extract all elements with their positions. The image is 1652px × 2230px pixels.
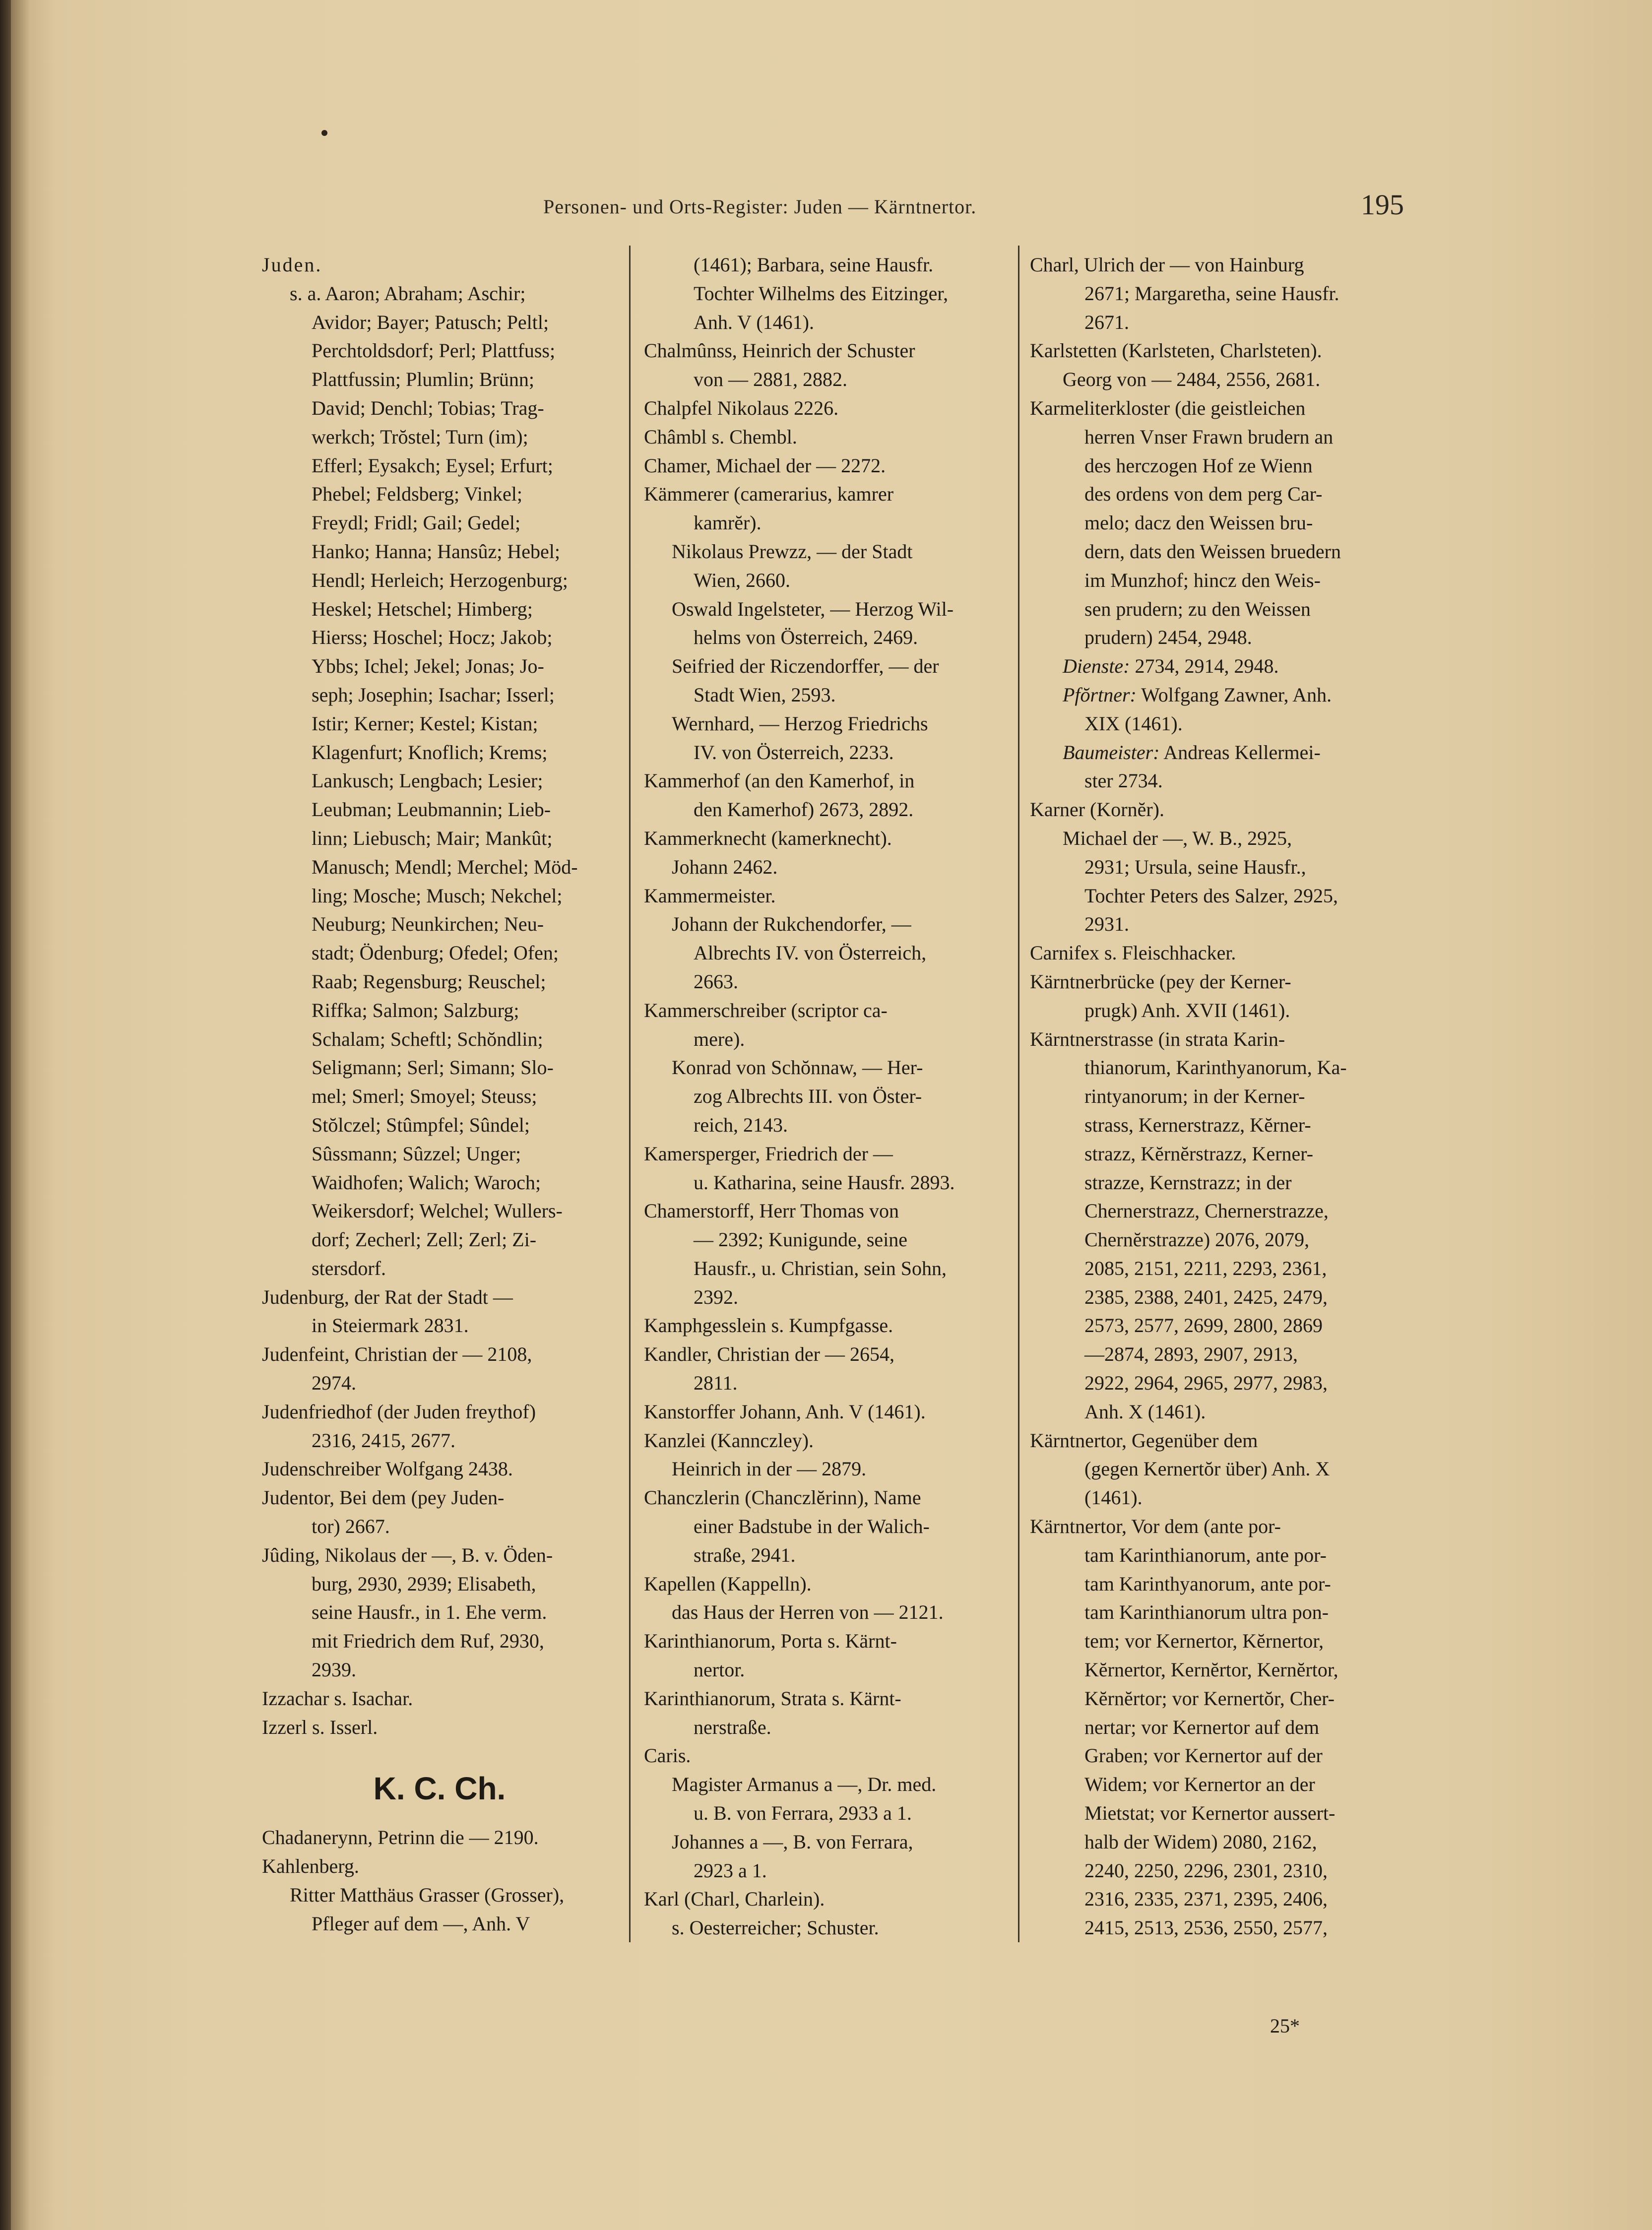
entry-head: Carnifex s. Fleischhacker.	[1030, 942, 1236, 964]
entry-line: stadt; Ödenburg; Ofedel; Ofen;	[312, 942, 559, 964]
entry-line: Manusch; Mendl; Merchel; Möd-	[312, 855, 578, 878]
entry-line: stersdorf.	[312, 1257, 386, 1279]
entry-line: 2671.	[1084, 311, 1129, 333]
entry-head: Judenfeint, Christian der — 2108,	[262, 1343, 532, 1366]
entry-line: nertor.	[694, 1658, 745, 1681]
entry-line: zog Albrechts III. von Öster-	[694, 1085, 922, 1108]
entry-line: 2931.	[1084, 913, 1129, 936]
entry-line: strazze, Kernstrazz; in der	[1084, 1171, 1292, 1194]
entry-line: Chernĕrstrazze) 2076, 2079,	[1084, 1228, 1310, 1251]
entry-line: Kĕrnertor, Kernĕrtor, Kernĕrtor,	[1084, 1658, 1338, 1681]
entry-line: den Kamerhof) 2673, 2892.	[694, 798, 914, 821]
entry-line: Albrechts IV. von Österreich,	[694, 942, 927, 964]
entry-head: Kammerknecht (kamerknecht).	[644, 827, 892, 849]
entry-text: Andreas Kellermei-	[1159, 741, 1321, 764]
entry-line: tam Karinthianorum ultra pon-	[1084, 1601, 1329, 1624]
entry-line: Seligmann; Serl; Simann; Slo-	[312, 1056, 554, 1079]
entry-line: u. B. von Ferrara, 2933 a 1.	[694, 1802, 912, 1825]
column-rule-1	[629, 246, 631, 1942]
entry-line: thianorum, Karinthyanorum, Ka-	[1084, 1056, 1347, 1079]
entry-line: strazz, Kĕrnĕrstrazz, Kerner-	[1084, 1142, 1314, 1165]
entry-head: Izzerl s. Isserl.	[262, 1716, 378, 1738]
entry-head: Karmeliterkloster (die geistleichen	[1030, 396, 1306, 419]
entry-line: rintyanorum; in der Kerner-	[1084, 1085, 1305, 1108]
entry-head: Judentor, Bei dem (pey Juden-	[262, 1486, 505, 1509]
entry-head: Kapellen (Kappelln).	[644, 1572, 812, 1595]
entry-line: Kĕrnĕrtor; vor Kernertŏr, Cher-	[1084, 1687, 1335, 1710]
entry-line: Stadt Wien, 2593.	[694, 683, 836, 706]
entry-text: Wolfgang Zawner, Anh.	[1136, 683, 1332, 706]
entry-line: Wien, 2660.	[694, 569, 791, 591]
entry-line: Heskel; Hetschel; Himberg;	[312, 597, 533, 620]
entry-line: seph; Josephin; Isachar; Isserl;	[312, 683, 555, 706]
entry-head: Chalpfel Nikolaus 2226.	[644, 396, 839, 419]
entry-line: dern, dats den Weissen bruedern	[1084, 540, 1341, 563]
entry-line: 2923 a 1.	[694, 1859, 767, 1882]
entry-line: Waidhofen; Walich; Waroch;	[312, 1171, 541, 1194]
book-spine	[0, 0, 11, 2230]
entry-head: Karner (Kornĕr).	[1030, 798, 1164, 821]
entry-line: 2974.	[312, 1372, 356, 1395]
entry-head: Karinthianorum, Strata s. Kärnt-	[644, 1687, 901, 1710]
entry-line: Riffka; Salmon; Salzburg;	[312, 999, 519, 1021]
entry-head: Kanstorffer Johann, Anh. V (1461).	[644, 1400, 926, 1423]
entry-line: Freydl; Fridl; Gail; Gedel;	[312, 511, 521, 534]
entry-head: Karlstetten (Karlsteten, Charlsteten).	[1030, 339, 1322, 362]
entry-line: melo; dacz den Weissen bru-	[1084, 511, 1313, 534]
entry-head: Chamerstorff, Herr Thomas von	[644, 1200, 899, 1222]
entry-line: Heinrich in der — 2879.	[672, 1458, 867, 1480]
entry-line: werkch; Trŏstel; Turn (im);	[312, 425, 528, 448]
entry-line: nertar; vor Kernertor auf dem	[1084, 1716, 1320, 1738]
column-rule-2	[1018, 246, 1019, 1942]
entry-line: 2316, 2415, 2677.	[312, 1429, 455, 1452]
header-title: Personen- und Orts-Register: Juden — Kärntnertor.	[543, 195, 977, 218]
entry-line: von — 2881, 2882.	[694, 368, 847, 391]
entry-line: einer Badstube in der Walich-	[694, 1515, 930, 1538]
entry-head: Chamer, Michael der — 2272.	[644, 454, 886, 477]
entry-line: Widem; vor Kernertor an der	[1084, 1773, 1315, 1796]
entry-line: Anh. V (1461).	[694, 311, 814, 333]
entry-line: Stŏlczel; Stûmpfel; Sûndel;	[312, 1113, 530, 1136]
entry-head: Judenburg, der Rat der Stadt —	[262, 1285, 513, 1308]
entry-line: 2811.	[694, 1372, 738, 1395]
entry-line: Johannes a —, B. von Ferrara,	[672, 1830, 913, 1853]
entry-head: Kämmerer (camerarius, kamrer	[644, 483, 894, 506]
entry-line: reich, 2143.	[694, 1113, 788, 1136]
entry-line: Avidor; Bayer; Patusch; Peltl;	[312, 311, 549, 333]
entry-head: Kärntnerstrasse (in strata Karin-	[1030, 1027, 1285, 1050]
entry-line: Magister Armanus a —, Dr. med.	[672, 1773, 937, 1796]
entry-line: (gegen Kernertŏr über) Anh. X	[1084, 1458, 1330, 1480]
entry-line: 2931; Ursula, seine Hausfr.,	[1084, 855, 1306, 878]
entry-head: Kärntnertor, Gegenüber dem	[1030, 1429, 1258, 1452]
entry-line: Johann der Rukchendorfer, —	[672, 913, 911, 936]
entry-line: kamrĕr).	[694, 511, 762, 534]
entry-line: ster 2734.	[1084, 769, 1163, 792]
entry-line: 2922, 2964, 2965, 2977, 2983,	[1084, 1372, 1328, 1395]
entry-line: s. Oesterreicher; Schuster.	[672, 1916, 879, 1939]
page-number: 195	[1361, 189, 1404, 221]
entry-line: Raab; Regensburg; Reuschel;	[312, 970, 546, 993]
entry-line: des ordens von dem perg Car-	[1084, 483, 1323, 506]
entry-line: tam Karinthyanorum, ante por-	[1084, 1572, 1331, 1595]
entry-line: tem; vor Kernertor, Kĕrnertor,	[1084, 1630, 1324, 1653]
entry-line	[1030, 681, 1400, 709]
entry-line: — 2392; Kunigunde, seine	[694, 1228, 908, 1251]
entry-line: Mietstat; vor Kernertor aussert-	[1084, 1802, 1335, 1825]
entry-line: burg, 2930, 2939; Elisabeth,	[312, 1572, 536, 1595]
entry-line: XIX (1461).	[1084, 712, 1183, 735]
entry-head: Jûding, Nikolaus der —, B. v. Öden-	[262, 1543, 553, 1566]
entry-line: Ritter Matthäus Grasser (Grosser),	[290, 1884, 565, 1907]
entry-head: Kammerhof (an den Kamerhof, in	[644, 769, 915, 792]
entry-line: 2573, 2577, 2699, 2800, 2869	[1084, 1314, 1323, 1337]
entry-head: Karl (Charl, Charlein).	[644, 1888, 825, 1911]
entry-line: ling; Mosche; Musch; Nekchel;	[312, 884, 563, 907]
index-column-1	[262, 251, 617, 1938]
entry-line: mit Friedrich dem Ruf, 2930,	[312, 1630, 544, 1653]
entry-line: Istir; Kerner; Kestel; Kistan;	[312, 712, 538, 735]
entry-line: (1461).	[1084, 1486, 1143, 1509]
entry-line: Ybbs; Ichel; Jekel; Jonas; Jo-	[312, 655, 544, 678]
entry-line: Weikersdorf; Welchel; Wullers-	[312, 1200, 563, 1222]
index-column-3	[1030, 251, 1400, 1942]
entry-head: Judenfriedhof (der Juden freythof)	[262, 1400, 536, 1423]
entry-line: Tochter Peters des Salzer, 2925,	[1084, 884, 1338, 907]
entry-head: Caris.	[644, 1744, 691, 1767]
entry-head: Chadanerynn, Petrinn die — 2190.	[262, 1826, 539, 1849]
entry-line: in Steiermark 2831.	[312, 1314, 469, 1337]
entry-line: straße, 2941.	[694, 1543, 796, 1566]
entry-line: mel; Smerl; Smoyel; Steuss;	[312, 1085, 537, 1108]
entry-line: dorf; Zecherl; Zell; Zerl; Zi-	[312, 1228, 537, 1251]
entry-line: s. a. Aaron; Abraham; Aschir;	[290, 282, 526, 305]
entry-line: 2671; Margaretha, seine Hausfr.	[1084, 282, 1339, 305]
italic-label: Pfŏrtner:	[1063, 683, 1137, 706]
entry-head: Kandler, Christian der — 2654,	[644, 1343, 894, 1366]
index-column-2	[644, 251, 1009, 1942]
signature-mark: 25*	[1270, 2015, 1300, 2037]
entry-line: Lankusch; Lengbach; Lesier;	[312, 769, 543, 792]
entry-line: Wernhard, — Herzog Friedrichs	[672, 712, 928, 735]
entry-line: Phebel; Feldsberg; Vinkel;	[312, 483, 522, 506]
entry-line: seine Hausfr., in 1. Ehe verm.	[312, 1601, 547, 1624]
ink-dot	[321, 130, 327, 136]
entry-line: Nikolaus Prewzz, — der Stadt	[672, 540, 913, 563]
entry-line: —2874, 2893, 2907, 2913,	[1084, 1343, 1298, 1366]
entry-head: Kärntnerbrücke (pey der Kerner-	[1030, 970, 1291, 993]
entry-line: helms von Österreich, 2469.	[694, 626, 918, 649]
entry-line: Seifried der Riczendorffer, — der	[672, 655, 939, 678]
entry-line: 2085, 2151, 2211, 2293, 2361,	[1084, 1257, 1327, 1279]
entry-line: Tochter Wilhelms des Eitzinger,	[694, 282, 949, 305]
entry-line: sen prudern; zu den Weissen	[1084, 597, 1311, 620]
entry-head: Chalmûnss, Heinrich der Schuster	[644, 339, 915, 362]
entry-line: Oswald Ingelsteter, — Herzog Wil-	[672, 597, 954, 620]
entry-line: tor) 2667.	[312, 1515, 390, 1538]
entry-line: Leubman; Leubmannin; Lieb-	[312, 798, 551, 821]
entry-line: 2316, 2335, 2371, 2395, 2406,	[1084, 1888, 1328, 1911]
entry-head: Kammerschreiber (scriptor ca-	[644, 999, 888, 1021]
entry-line: Neuburg; Neunkirchen; Neu-	[312, 913, 544, 936]
entry-line: tam Karinthianorum, ante por-	[1084, 1543, 1327, 1566]
entry-line: 2415, 2513, 2536, 2550, 2577,	[1084, 1916, 1328, 1939]
entry-line: Konrad von Schŏnnaw, — Her-	[672, 1056, 923, 1079]
entry-line: nerstraße.	[694, 1716, 771, 1738]
entry-line: Anh. X (1461).	[1084, 1400, 1206, 1423]
entry-line: des herczogen Hof ze Wienn	[1084, 454, 1313, 477]
entry-line: 2663.	[694, 970, 738, 993]
running-header	[258, 191, 1404, 226]
entry-line: prudern) 2454, 2948.	[1084, 626, 1252, 649]
entry-line: das Haus der Herren von — 2121.	[672, 1601, 944, 1624]
entry-head: Karinthianorum, Porta s. Kärnt-	[644, 1630, 897, 1653]
entry-line: halb der Widem) 2080, 2162,	[1084, 1830, 1317, 1853]
entry-line: Hierss; Hoschel; Hocz; Jakob;	[312, 626, 553, 649]
entry-head: Chanczlerin (Chanczlĕrinn), Name	[644, 1486, 921, 1509]
entry-line: 2939.	[312, 1658, 356, 1681]
entry-line: mere).	[694, 1027, 745, 1050]
entry-head: Kamphgesslein s. Kumpfgasse.	[644, 1314, 893, 1337]
entry-line: Efferl; Eysakch; Eysel; Erfurt;	[312, 454, 553, 477]
entry-line: Plattfussin; Plumlin; Brünn;	[312, 368, 534, 391]
entry-line: Michael der —, W. B., 2925,	[1063, 827, 1292, 849]
italic-label: Dienste:	[1063, 655, 1130, 678]
entry-head: Kärntnertor, Vor dem (ante por-	[1030, 1515, 1281, 1538]
entry-line: Pfleger auf dem —, Anh. V	[312, 1912, 530, 1935]
entry-head: Châmbl s. Chembl.	[644, 425, 797, 448]
entry-line: Perchtoldsdorf; Perl; Plattfuss;	[312, 339, 556, 362]
entry-line: Graben; vor Kernertor auf der	[1084, 1744, 1323, 1767]
entry-line: Sûssmann; Sûzzel; Unger;	[312, 1142, 521, 1165]
entry-head: Judenschreiber Wolfgang 2438.	[262, 1458, 513, 1480]
entry-line: David; Denchl; Tobias; Trag-	[312, 396, 544, 419]
entry-line: Johann 2462.	[672, 855, 778, 878]
entry-line: linn; Liebusch; Mair; Mankût;	[312, 827, 553, 849]
entry-line: Schalam; Scheftl; Schŏndlin;	[312, 1027, 543, 1050]
entry-text: 2734, 2914, 2948.	[1130, 655, 1279, 678]
italic-label: Baumeister:	[1063, 741, 1160, 764]
entry-head: Izzachar s. Isachar.	[262, 1687, 413, 1710]
entry-head: Charl, Ulrich der — von Hainburg	[1030, 254, 1304, 276]
section-heading: K. C. Ch.	[373, 1771, 506, 1807]
entry-head: Kammermeister.	[644, 884, 776, 907]
entry-line: 2240, 2250, 2296, 2301, 2310,	[1084, 1859, 1328, 1882]
entry-line: u. Katharina, seine Hausfr. 2893.	[694, 1171, 955, 1194]
entry-head: Kahlenberg.	[262, 1855, 359, 1878]
entry-line: Hanko; Hanna; Hansûz; Hebel;	[312, 540, 560, 563]
entry-line: Klagenfurt; Knoflich; Krems;	[312, 741, 548, 764]
entry-line: Georg von — 2484, 2556, 2681.	[1063, 368, 1321, 391]
entry-line: IV. von Österreich, 2233.	[694, 741, 894, 764]
entry-line: Chernerstrazz, Chernerstrazze,	[1084, 1200, 1329, 1222]
entry-head: Juden.	[262, 254, 322, 276]
entry-line	[1030, 738, 1400, 767]
entry-head: Kanzlei (Kannczley).	[644, 1429, 814, 1452]
entry-line	[1030, 652, 1400, 681]
entry-line: Hausfr., u. Christian, sein Sohn,	[694, 1257, 947, 1279]
entry-line: prugk) Anh. XVII (1461).	[1084, 999, 1290, 1021]
entry-line: Hendl; Herleich; Herzogenburg;	[312, 569, 568, 591]
entry-line: strass, Kernerstrazz, Kĕrner-	[1084, 1113, 1311, 1136]
entry-line: 2385, 2388, 2401, 2425, 2479,	[1084, 1285, 1328, 1308]
entry-line: (1461); Barbara, seine Hausfr.	[694, 254, 934, 276]
entry-line: im Munzhof; hincz den Weis-	[1084, 569, 1321, 591]
entry-head: Kamersperger, Friedrich der —	[644, 1142, 893, 1165]
entry-line: 2392.	[694, 1285, 738, 1308]
entry-line: herren Vnser Frawn brudern an	[1084, 425, 1334, 448]
